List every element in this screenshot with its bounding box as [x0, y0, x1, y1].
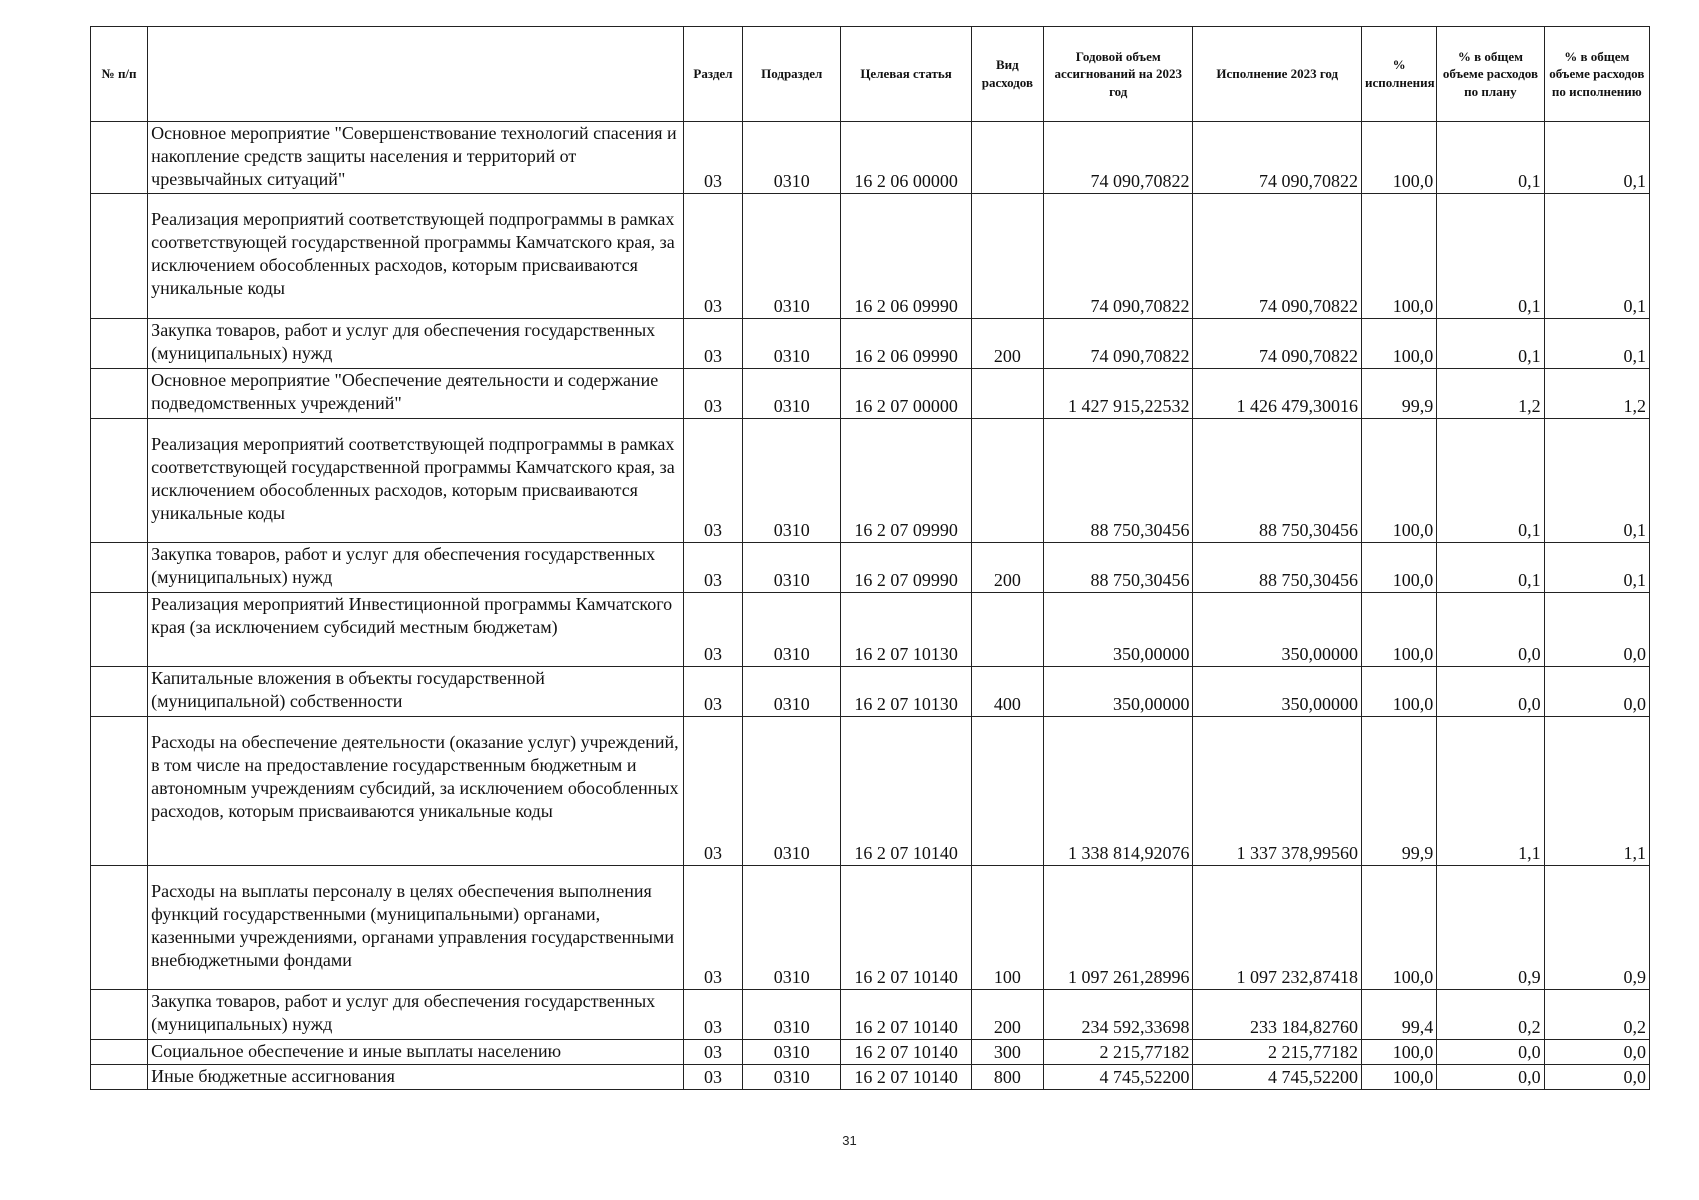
cell-article: 16 2 07 10130 [841, 593, 971, 667]
cell-share-plan: 0,2 [1437, 990, 1544, 1040]
cell-share-exec: 0,0 [1544, 667, 1649, 717]
table-row [91, 419, 1650, 543]
cell-name: Реализация мероприятий соответствующей подпрограммы в рамках соответствующей государственной программы Камчатского края, за исключением обособленных расходов, которым присваиваются уникальные коды [148, 194, 684, 319]
cell-plan: 74 090,70822 [1044, 122, 1193, 194]
cell-exec: 74 090,70822 [1193, 194, 1362, 319]
cell-pct: 100,0 [1362, 319, 1437, 369]
cell-pct: 100,0 [1362, 866, 1437, 990]
header-name [148, 27, 684, 122]
cell-share-exec: 0,1 [1544, 319, 1649, 369]
cell-vid [971, 593, 1043, 667]
cell-exec: 350,00000 [1193, 667, 1362, 717]
cell-pct: 100,0 [1362, 593, 1437, 667]
cell-plan: 350,00000 [1044, 667, 1193, 717]
table-header-row [91, 27, 1650, 122]
cell-article: 16 2 06 00000 [841, 122, 971, 194]
table-row [91, 319, 1650, 369]
table-row [91, 667, 1650, 717]
cell-num [91, 1065, 148, 1090]
table-row [91, 1040, 1650, 1065]
cell-podrazdel: 0310 [743, 419, 841, 543]
cell-vid: 200 [971, 319, 1043, 369]
cell-razdel: 03 [683, 1040, 742, 1065]
cell-podrazdel: 0310 [743, 122, 841, 194]
cell-name: Иные бюджетные ассигнования [148, 1065, 684, 1090]
cell-razdel: 03 [683, 369, 742, 419]
cell-share-exec: 1,2 [1544, 369, 1649, 419]
cell-share-exec: 0,0 [1544, 1065, 1649, 1090]
cell-pct: 99,9 [1362, 369, 1437, 419]
cell-vid: 800 [971, 1065, 1043, 1090]
cell-plan: 350,00000 [1044, 593, 1193, 667]
cell-vid [971, 717, 1043, 866]
cell-razdel: 03 [683, 1065, 742, 1090]
cell-share-exec: 0,9 [1544, 866, 1649, 990]
cell-exec: 1 337 378,99560 [1193, 717, 1362, 866]
cell-vid [971, 369, 1043, 419]
cell-pct: 100,0 [1362, 1065, 1437, 1090]
cell-name: Основное мероприятие "Совершенствование технологий спасения и накопление средств защиты населения и территорий от чрезвычайных ситуаций" [148, 122, 684, 194]
cell-name: Социальное обеспечение и иные выплаты населению [148, 1040, 684, 1065]
cell-share-plan: 0,1 [1437, 319, 1544, 369]
cell-name: Закупка товаров, работ и услуг для обеспечения государственных (муниципальных) нужд [148, 990, 684, 1040]
header-num: № п/п [91, 27, 148, 122]
cell-razdel: 03 [683, 543, 742, 593]
cell-share-exec: 0,0 [1544, 593, 1649, 667]
cell-article: 16 2 07 10140 [841, 1065, 971, 1090]
header-pct-exec-share: % в общем объеме расходов по исполнению [1544, 27, 1649, 122]
cell-article: 16 2 07 09990 [841, 419, 971, 543]
table-row [91, 717, 1650, 866]
header-vid: Вид расходов [971, 27, 1043, 122]
cell-num [91, 369, 148, 419]
budget-execution-table [90, 26, 1650, 1090]
cell-num [91, 866, 148, 990]
cell-name: Закупка товаров, работ и услуг для обеспечения государственных (муниципальных) нужд [148, 319, 684, 369]
cell-article: 16 2 06 09990 [841, 319, 971, 369]
cell-share-plan: 0,1 [1437, 419, 1544, 543]
cell-num [91, 419, 148, 543]
cell-razdel: 03 [683, 194, 742, 319]
cell-exec: 4 745,52200 [1193, 1065, 1362, 1090]
cell-exec: 1 426 479,30016 [1193, 369, 1362, 419]
cell-razdel: 03 [683, 667, 742, 717]
cell-num [91, 1040, 148, 1065]
header-pct-plan-share: % в общем объеме расходов по плану [1437, 27, 1544, 122]
header-exec: Исполнение 2023 год [1193, 27, 1362, 122]
header-pct-exec: % исполнения [1362, 27, 1437, 122]
cell-pct: 100,0 [1362, 543, 1437, 593]
table-row [91, 593, 1650, 667]
cell-article: 16 2 07 10140 [841, 717, 971, 866]
cell-share-exec: 0,1 [1544, 122, 1649, 194]
cell-pct: 100,0 [1362, 122, 1437, 194]
cell-vid: 100 [971, 866, 1043, 990]
cell-share-plan: 1,1 [1437, 717, 1544, 866]
cell-exec: 1 097 232,87418 [1193, 866, 1362, 990]
cell-article: 16 2 07 00000 [841, 369, 971, 419]
cell-podrazdel: 0310 [743, 369, 841, 419]
cell-podrazdel: 0310 [743, 1065, 841, 1090]
cell-pct: 100,0 [1362, 667, 1437, 717]
cell-share-plan: 0,1 [1437, 122, 1544, 194]
cell-plan: 1 427 915,22532 [1044, 369, 1193, 419]
cell-name: Закупка товаров, работ и услуг для обеспечения государственных (муниципальных) нужд [148, 543, 684, 593]
table-row [91, 1065, 1650, 1090]
cell-podrazdel: 0310 [743, 866, 841, 990]
cell-vid: 300 [971, 1040, 1043, 1065]
cell-exec: 88 750,30456 [1193, 543, 1362, 593]
cell-exec: 74 090,70822 [1193, 122, 1362, 194]
table-row [91, 369, 1650, 419]
cell-plan: 234 592,33698 [1044, 990, 1193, 1040]
header-plan: Годовой объем ассигнований на 2023 год [1044, 27, 1193, 122]
cell-num [91, 717, 148, 866]
cell-share-plan: 0,9 [1437, 866, 1544, 990]
cell-plan: 74 090,70822 [1044, 319, 1193, 369]
cell-share-plan: 0,0 [1437, 1065, 1544, 1090]
cell-podrazdel: 0310 [743, 194, 841, 319]
cell-share-exec: 0,1 [1544, 419, 1649, 543]
header-podrazdel: Подраздел [743, 27, 841, 122]
cell-share-exec: 0,1 [1544, 194, 1649, 319]
cell-vid [971, 122, 1043, 194]
cell-exec: 233 184,82760 [1193, 990, 1362, 1040]
cell-plan: 1 338 814,92076 [1044, 717, 1193, 866]
table-row [91, 194, 1650, 319]
cell-article: 16 2 07 10130 [841, 667, 971, 717]
cell-razdel: 03 [683, 866, 742, 990]
table-row [91, 122, 1650, 194]
cell-podrazdel: 0310 [743, 1040, 841, 1065]
cell-exec: 350,00000 [1193, 593, 1362, 667]
cell-podrazdel: 0310 [743, 543, 841, 593]
cell-name: Реализация мероприятий Инвестиционной программы Камчатского края (за исключением субсидий местным бюджетам) [148, 593, 684, 667]
cell-plan: 88 750,30456 [1044, 543, 1193, 593]
cell-pct: 100,0 [1362, 1040, 1437, 1065]
cell-exec: 2 215,77182 [1193, 1040, 1362, 1065]
cell-plan: 4 745,52200 [1044, 1065, 1193, 1090]
cell-num [91, 543, 148, 593]
cell-razdel: 03 [683, 122, 742, 194]
cell-exec: 88 750,30456 [1193, 419, 1362, 543]
cell-share-plan: 0,1 [1437, 194, 1544, 319]
cell-razdel: 03 [683, 593, 742, 667]
cell-podrazdel: 0310 [743, 667, 841, 717]
cell-name: Капитальные вложения в объекты государственной (муниципальной) собственности [148, 667, 684, 717]
cell-pct: 99,9 [1362, 717, 1437, 866]
table-row [91, 543, 1650, 593]
cell-num [91, 122, 148, 194]
cell-share-exec: 0,1 [1544, 543, 1649, 593]
cell-share-exec: 1,1 [1544, 717, 1649, 866]
cell-share-plan: 0,0 [1437, 593, 1544, 667]
cell-article: 16 2 07 10140 [841, 866, 971, 990]
cell-razdel: 03 [683, 419, 742, 543]
cell-share-exec: 0,0 [1544, 1040, 1649, 1065]
cell-podrazdel: 0310 [743, 319, 841, 369]
cell-razdel: 03 [683, 717, 742, 866]
cell-article: 16 2 07 10140 [841, 990, 971, 1040]
cell-num [91, 593, 148, 667]
cell-share-plan: 0,0 [1437, 667, 1544, 717]
cell-article: 16 2 07 09990 [841, 543, 971, 593]
cell-plan: 1 097 261,28996 [1044, 866, 1193, 990]
header-article: Целевая статья [841, 27, 971, 122]
cell-vid [971, 194, 1043, 319]
cell-num [91, 319, 148, 369]
cell-podrazdel: 0310 [743, 593, 841, 667]
cell-name: Расходы на обеспечение деятельности (оказание услуг) учреждений, в том числе на предоставление государственным бюджетным и автономным учреждениям субсидий, за исключением обособленных расходов, которым присваиваются уникальные коды [148, 717, 684, 866]
cell-article: 16 2 07 10140 [841, 1040, 971, 1065]
cell-name: Основное мероприятие "Обеспечение деятельности и содержание подведомственных учреждений" [148, 369, 684, 419]
cell-plan: 88 750,30456 [1044, 419, 1193, 543]
cell-vid: 200 [971, 990, 1043, 1040]
table-row [91, 990, 1650, 1040]
cell-share-plan: 0,1 [1437, 543, 1544, 593]
cell-pct: 99,4 [1362, 990, 1437, 1040]
cell-podrazdel: 0310 [743, 990, 841, 1040]
cell-pct: 100,0 [1362, 419, 1437, 543]
header-razdel: Раздел [683, 27, 742, 122]
cell-vid: 400 [971, 667, 1043, 717]
cell-vid: 200 [971, 543, 1043, 593]
cell-num [91, 667, 148, 717]
cell-razdel: 03 [683, 319, 742, 369]
cell-plan: 2 215,77182 [1044, 1040, 1193, 1065]
cell-share-exec: 0,2 [1544, 990, 1649, 1040]
cell-podrazdel: 0310 [743, 717, 841, 866]
cell-share-plan: 1,2 [1437, 369, 1544, 419]
cell-num [91, 990, 148, 1040]
cell-name: Расходы на выплаты персоналу в целях обеспечения выполнения функций государственными (муниципальными) органами, казенными учреждениями, органами управления государственными внебюджетными фондами [148, 866, 684, 990]
cell-plan: 74 090,70822 [1044, 194, 1193, 319]
cell-name: Реализация мероприятий соответствующей подпрограммы в рамках соответствующей государственной программы Камчатского края, за исключением обособленных расходов, которым присваиваются уникальные коды [148, 419, 684, 543]
cell-exec: 74 090,70822 [1193, 319, 1362, 369]
cell-razdel: 03 [683, 990, 742, 1040]
cell-num [91, 194, 148, 319]
cell-article: 16 2 06 09990 [841, 194, 971, 319]
page-number: 31 [842, 1133, 857, 1148]
table-row [91, 866, 1650, 990]
cell-share-plan: 0,0 [1437, 1040, 1544, 1065]
cell-pct: 100,0 [1362, 194, 1437, 319]
cell-vid [971, 419, 1043, 543]
